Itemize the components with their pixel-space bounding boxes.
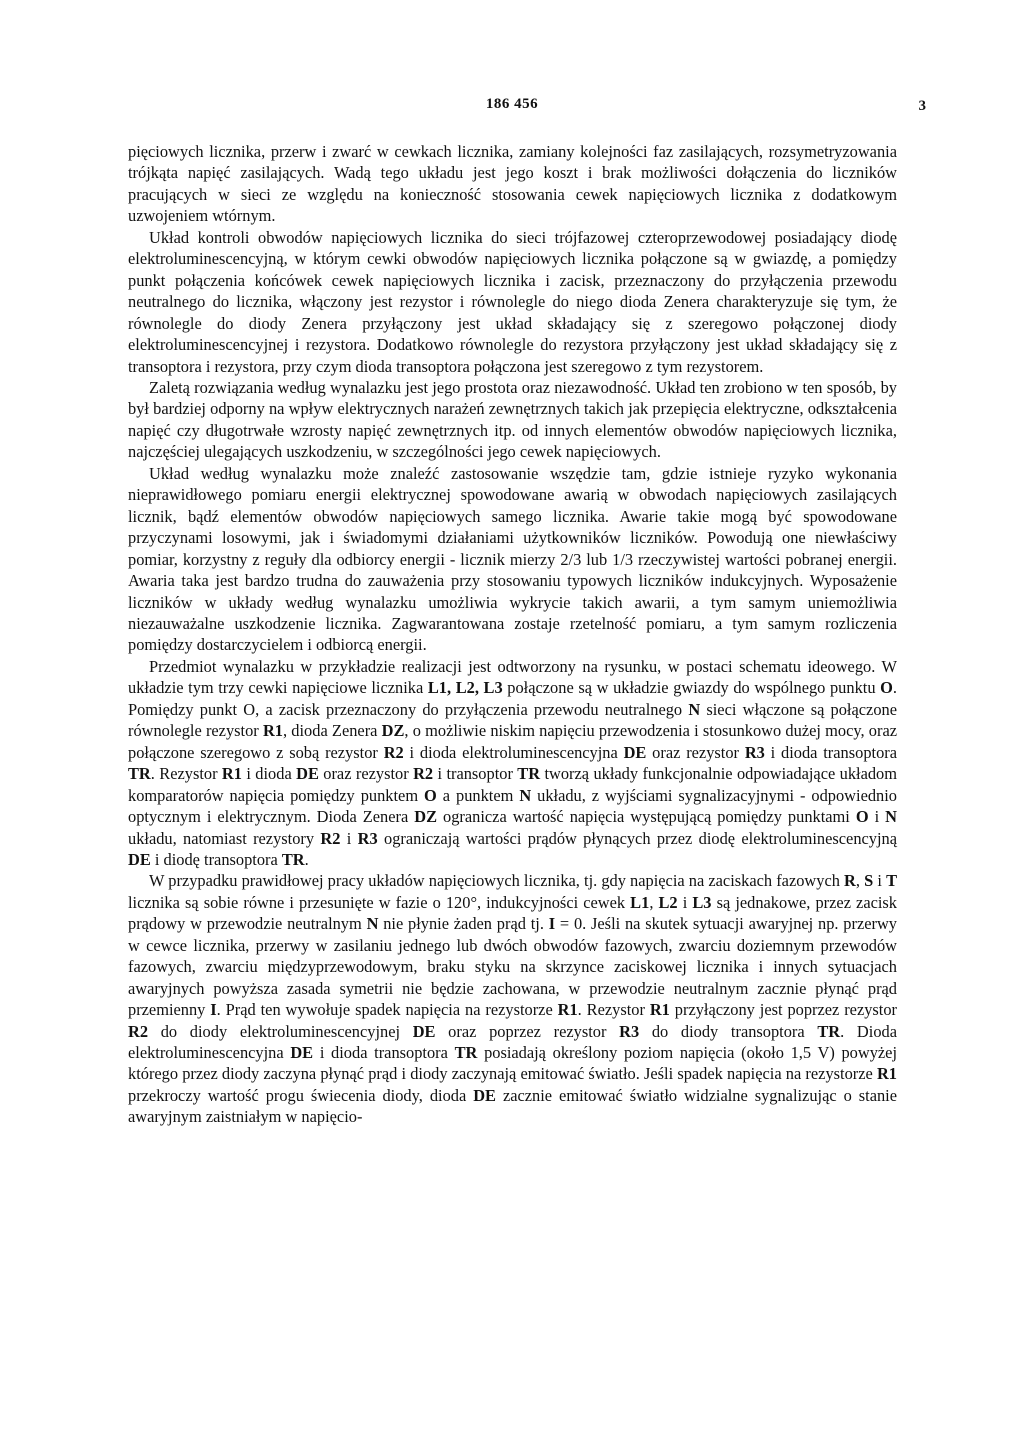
paragraph-5: Przedmiot wynalazku w przykładzie realizacji jest odtworzony na rysunku, w postaci schematu ideowego. W układzie tym trzy cewki napięciowe licznika L1, L2, L3 połączone są w układzie gwiazdy do wspólnego punktu O. Pomiędzy punkt O, a zacisk przeznaczony do przyłączenia przewodu neutralnego N sieci włączone są połączone równolegle rezystor R1, dioda Zenera DZ, o możliwie niskim napięciu przewodzenia i stosunkowo dużej mocy, oraz połączone szeregowo z sobą rezystor R2 i dioda elektroluminescencyjna DE oraz rezystor R3 i dioda transoptora TR. Rezystor R1 i dioda DE oraz rezystor R2 i transoptor TR tworzą układy funkcjonalnie odpowiadające układom komparatorów napięcia pomiędzy punktem O a punktem N układu, z wyjściami sygnalizacyjnymi - odpowiednio optycznym i elektrycznym. Dioda Zenera DZ ogranicza wartość napięcia występującą pomiędzy punktami O i N układu, natomiast rezystory R2 i R3 ograniczają wartości prądów płynących przez diodę elektroluminescencyjną DE i diodę transoptora TR. [128, 656, 898, 869]
page-header [0, 96, 1024, 118]
paragraph-1: pięciowych licznika, przerw i zwarć w cewkach licznika, zamiany kolejności faz zasilających, rozsymetryzowania trójkąta napięć zasilających. Wadą tego układu jest jego koszt i brak możliwości dołączenia do liczników pracujących w sieci ze względu na konieczność stosowania cewek napięciowych licznika z dodatkowym uzwojeniem wtórnym. [128, 142, 897, 226]
patent-number: 186 456 [485, 96, 539, 112]
paragraph-2: Układ kontroli obwodów napięciowych licznika do sieci trójfazowej czteroprzewodowej posiadający diodę elektroluminescencyjną, w którym cewki obwodów napięciowych licznika połączone są w gwiazdę, a pomiędzy punkt połączenia końcówek cewek napięciowych licznika i zacisk, przeznaczony do przyłączenia przewodu neutralnego do licznika, włączony jest rezystor i równolegle do niego dioda Zenera charakteryzuje się tym, że równolegle do diody Zenera przyłączony jest układ składający się z szeregowo połączonej diody elektroluminescencyjnej i rezystora. Dodatkowo równolegle do rezystora przyłączony jest układ składający się z transoptora i rezystora, przy czym dioda transoptora połączona jest szeregowo z tym rezystorem. [128, 227, 897, 376]
page-number: 3 [918, 98, 926, 114]
paragraph-3: Zaletą rozwiązania według wynalazku jest jego prostota oraz niezawodność. Układ ten zrobiono w ten sposób, by był bardziej odporny na wpływ elektrycznych narażeń zewnętrznych takich jak przepięcia elektryczne, odkształcenia napięć czy długotrwałe wzrosty napięć zewnętrznych itp. od innych elementów obwodów napięciowych licznika, najczęściej ulegających uszkodzeniu, w szczególności jego cewek napięciowych. [128, 377, 897, 462]
paragraph-4: Układ według wynalazku może znaleźć zastosowanie wszędzie tam, gdzie istnieje ryzyko wykonania nieprawidłowego pomiaru energii elektrycznej spowodowane awarią w obwodach napięciowych zasilających licznik, bądź elementów obwodów napięciowych samego licznika. Awarie takie mogą być spowodowane przyczynami losowymi, jak i świadomymi działaniami użytkowników liczników. Powodują one niewłaściwy pomiar, korzystny z reguły dla odbiorcy energii - licznik mierzy 2/3 lub 1/3 rzeczywistej wartości pobranej energii. Awaria taka jest bardzo trudna do zauważenia przy stosowaniu typowych liczników indukcyjnych. Wyposażenie liczników w układy według wynalazku umożliwia wykrycie takich awarii, a tym samym uniemożliwia niezauważalne uszkodzenie licznika. Zagwarantowana zostaje rzetelność pomiaru, a tym samym rozliczenia pomiędzy dostarczycielem i odbiorcą energii. [128, 463, 897, 655]
paragraph-6: W przypadku prawidłowej pracy układów napięciowych licznika, tj. gdy napięcia na zaciskach fazowych R, S i T licznika są sobie równe i przesunięte w fazie o 120°, indukcyjności cewek L1, L2 i L3 są jednakowe, przez zacisk prądowy w przewodzie neutralnym N nie płynie żaden prąd tj. I = 0. Jeśli na skutek sytuacji awaryjnej np. przerwy w cewce licznika, przerwy w zasilaniu jednego lub dwóch obwodów fazowych, zwarciu doziemnym przewodów fazowych, zwarciu międzyprzewodowym, braku styku na skrzynce zaciskowej licznika i innych sytuacjach awaryjnych powyższa zasada symetrii nie będzie zachowana, w przewodzie neutralnym zacznie płynąć prąd przemienny I. Prąd ten wywołuje spadek napięcia na rezystorze R1. Rezystor R1 przyłączony jest poprzez rezystor R2 do diody elektroluminescencyjnej DE oraz poprzez rezystor R3 do diody transoptora TR. Dioda elektroluminescencyjna DE i dioda transoptora TR posiadają określony poziom napięcia (około 1,5 V) powyżej którego przez diody zaczyna płynąć prąd i diody zaczynają emitować światło. Jeśli spadek napięcia na rezystorze R1 przekroczy wartość progu świecenia diody, dioda DE zacznie emitować światło widzialne sygnalizując o stanie awaryjnym zaistniałym w napięcio- [128, 871, 898, 1127]
body-text [128, 141, 897, 1128]
